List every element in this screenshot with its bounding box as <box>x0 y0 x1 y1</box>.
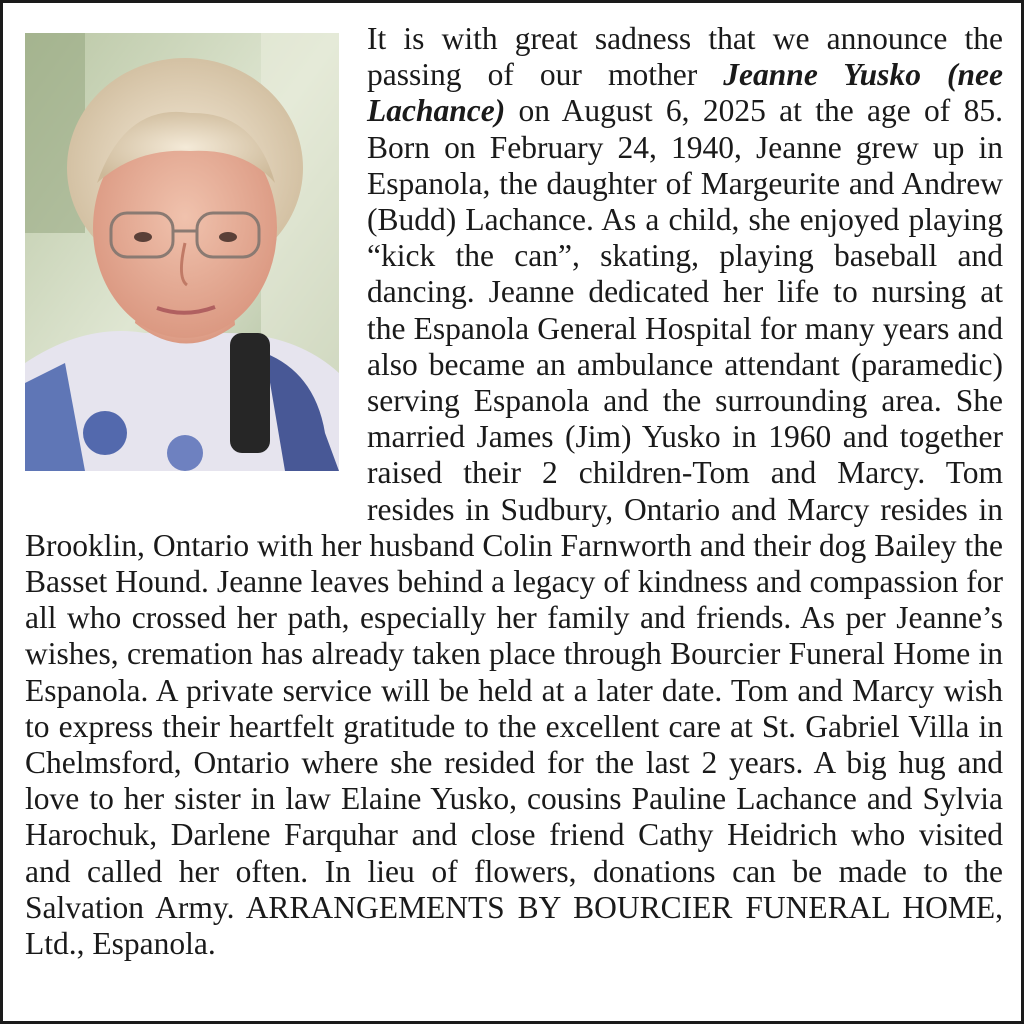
obituary-body: on August 6, 2025 at the age of 85. Born on February 24, 1940, Jeanne grew up in Espanola, the daughter of Margeurite and Andrew (Budd) Lachance. As a child, she enjoyed playing “kick the can”, skating, playing baseball and dancing. Jeanne dedicated her life to nursing at the Espanola General Hospital for many years and also became an ambulance attendant (paramedic) serving Espanola and the surrounding area. She married James (Jim) Yusko in 1960 and together raised their 2 children-Tom and Marcy. Tom resides in Sudbury, Ontario and Marcy resides in Brooklin, Ontario with her husband Colin Farnworth and their dog Bailey the Basset Hound. Jeanne leaves behind a legacy of kindness and compassion for all who crossed her path, especially her family and friends. As per Jeanne’s wishes, cremation has already taken place through Bourcier Funeral Home in Espanola. A private service will be held at a later date. Tom and Marcy wish to express their heartfelt gratitude to the excellent care at St. Gabriel Villa in Chelmsford, Ontario where she resided for the last 2 years. A big hug and love to her sister in law Elaine Yusko, cousins Pauline Lachance and Sylvia Harochuk, Darlene Farquhar and close friend Cathy Heidrich who visited and called her often. In lieu of flowers, donations can be made to the Salvation Army. ARRANGEMENTS BY BOURCIER FUNERAL HOME, Ltd., Espanola. <box>25 93 1003 962</box>
deceased-name: Jeanne Yusko (nee Lachance) <box>367 57 1003 129</box>
photo-spacer <box>25 21 361 493</box>
obituary-text <box>25 21 1003 1013</box>
obituary-intro: It is with great sadness that we announce the passing of our mother <box>367 21 1003 93</box>
